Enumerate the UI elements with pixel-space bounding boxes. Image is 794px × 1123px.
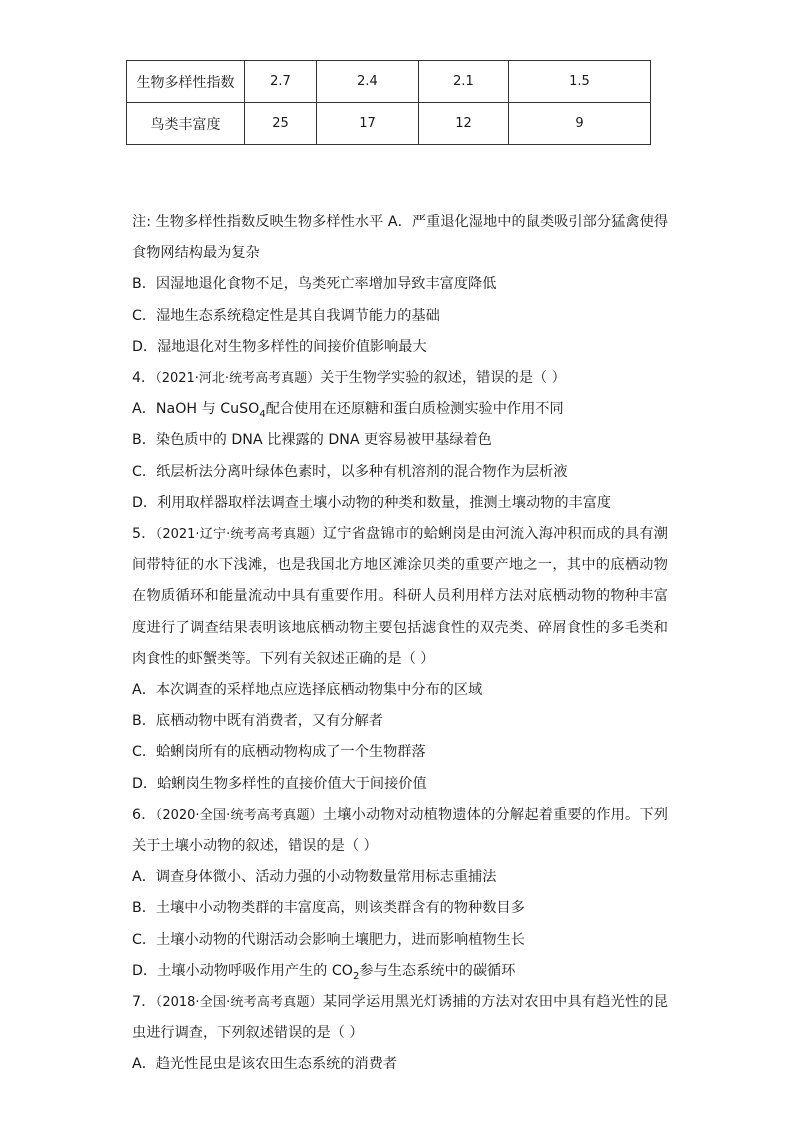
- table-cell: 2.1: [419, 61, 509, 103]
- q4-number: 4．: [132, 370, 156, 387]
- table-cell: 25: [245, 103, 317, 145]
- table-note: [132, 207, 668, 269]
- q6-option-a: A．调查身体微小、活动力强的小动物数量常用标志重捕法: [132, 869, 497, 886]
- q5-number: 5．: [132, 526, 156, 543]
- q4-option-a-text-end: 配合使用在还原糖和蛋白质检测实验中作用不同: [265, 401, 564, 418]
- table-cell: 2.7: [245, 61, 317, 103]
- q5-option-d: D．蛤蜊岗生物多样性的直接价值大于间接价值: [132, 775, 427, 792]
- q7-stem: [132, 987, 668, 1049]
- q4-option-a: [132, 394, 668, 425]
- q5-source: （2021·辽宁·统考高考真题）: [155, 527, 323, 543]
- table-cell: 9: [509, 103, 651, 145]
- data-table: [126, 60, 651, 145]
- note-text: 生物多样性指数反映生物多样性水平 A．严重退化湿地中的鼠类吸引部分猛禽使得食物网结构最为复杂: [132, 214, 668, 262]
- question-content: [132, 207, 668, 1081]
- q6-option-b: B．土壤中小动物类群的丰富度高，则该类群含有的物种数目多: [132, 900, 525, 917]
- q7-number: 7．: [132, 994, 156, 1011]
- q5-option-b: B．底栖动物中既有消费者，又有分解者: [132, 713, 383, 730]
- q4-source: （2021·河北·统考高考真题）: [155, 371, 321, 387]
- note-prefix: 注:: [132, 214, 156, 230]
- q5-option-a: A．本次调查的采样地点应选择底栖动物集中分布的区域: [132, 682, 483, 699]
- q4-option-c: C．纸层析法分离叶绿体色素时，以多种有机溶剂的混合物作为层析液: [132, 463, 568, 480]
- q7-source: （2018·全国·统考高考真题）: [155, 995, 323, 1011]
- q7-stem-text: 某同学运用黑光灯诱捕的方法对农田中具有趋光性的昆虫进行调查，下列叙述错误的是（ ）: [132, 994, 668, 1042]
- table-cell-label: 鸟类丰富度: [127, 103, 245, 145]
- table-cell: 17: [317, 103, 419, 145]
- q6-option-d-text: D．土壤小动物呼吸作用产生的 CO: [132, 962, 353, 979]
- table-cell: 12: [419, 103, 509, 145]
- table-cell-label: 生物多样性指数: [127, 61, 245, 103]
- q4-option-b: B．染色质中的 DNA 比裸露的 DNA 更容易被甲基绿着色: [132, 432, 492, 449]
- q6-option-d: [132, 956, 668, 987]
- q7-option-a: A．趋光性昆虫是该农田生态系统的消费者: [132, 1056, 398, 1073]
- q6-option-d-subscript: 2: [352, 970, 360, 982]
- q4-stem: [132, 363, 668, 394]
- table-row: [127, 103, 651, 145]
- q4-option-a-text: A．NaOH 与 CuSO: [132, 401, 260, 418]
- q6-stem: [132, 800, 668, 862]
- q5-stem-text: 辽宁省盘锦市的蛤蜊岗是由河流入海冲积而成的具有潮间带特征的水下浅滩，也是我国北方地区滩涂贝类的重要产地之一，其中的底栖动物在物质循环和能量流动中具有重要作用。科研人员利用样方法对底栖动物的物种丰富度进行了调查结果表明该地底栖动物主要包括滤食性的双壳类、碎屑食性的多毛类和肉食性的虾蟹类等。下列有关叙述正确的是（ ）: [132, 526, 668, 667]
- q3-option-b: B．因湿地退化食物不足，鸟类死亡率增加导致丰富度降低: [132, 276, 497, 293]
- q4-stem-text: 关于生物学实验的叙述，错误的是（ ）: [320, 370, 566, 387]
- q6-option-d-text-end: 参与生态系统中的碳循环: [359, 962, 516, 979]
- q6-number: 6．: [132, 806, 156, 823]
- q3-option-d: D．湿地退化对生物多样性的间接价值影响最大: [132, 338, 427, 355]
- q6-option-c: C．土壤小动物的代谢活动会影响土壤肥力，进而影响植物生长: [132, 931, 525, 948]
- q6-stem-text: 土壤小动物对动植物遗体的分解起着重要的作用。下列关于土壤小动物的叙述，错误的是（ ）: [132, 806, 668, 855]
- q6-source: （2020·全国·统考高考真题）: [155, 807, 323, 823]
- q5-option-c: C．蛤蜊岗所有的底栖动物构成了一个生物群落: [132, 744, 426, 761]
- table-cell: 1.5: [509, 61, 651, 103]
- q4-option-d: D．利用取样器取样法调查土壤小动物的种类和数量，推测土壤动物的丰富度: [132, 494, 612, 511]
- q3-option-c: C．湿地生态系统稳定性是其自我调节能力的基础: [132, 307, 440, 324]
- q4-option-a-subscript: 4: [259, 409, 266, 421]
- table-row: [127, 61, 651, 103]
- q5-stem: [132, 519, 668, 675]
- table-cell: 2.4: [317, 61, 419, 103]
